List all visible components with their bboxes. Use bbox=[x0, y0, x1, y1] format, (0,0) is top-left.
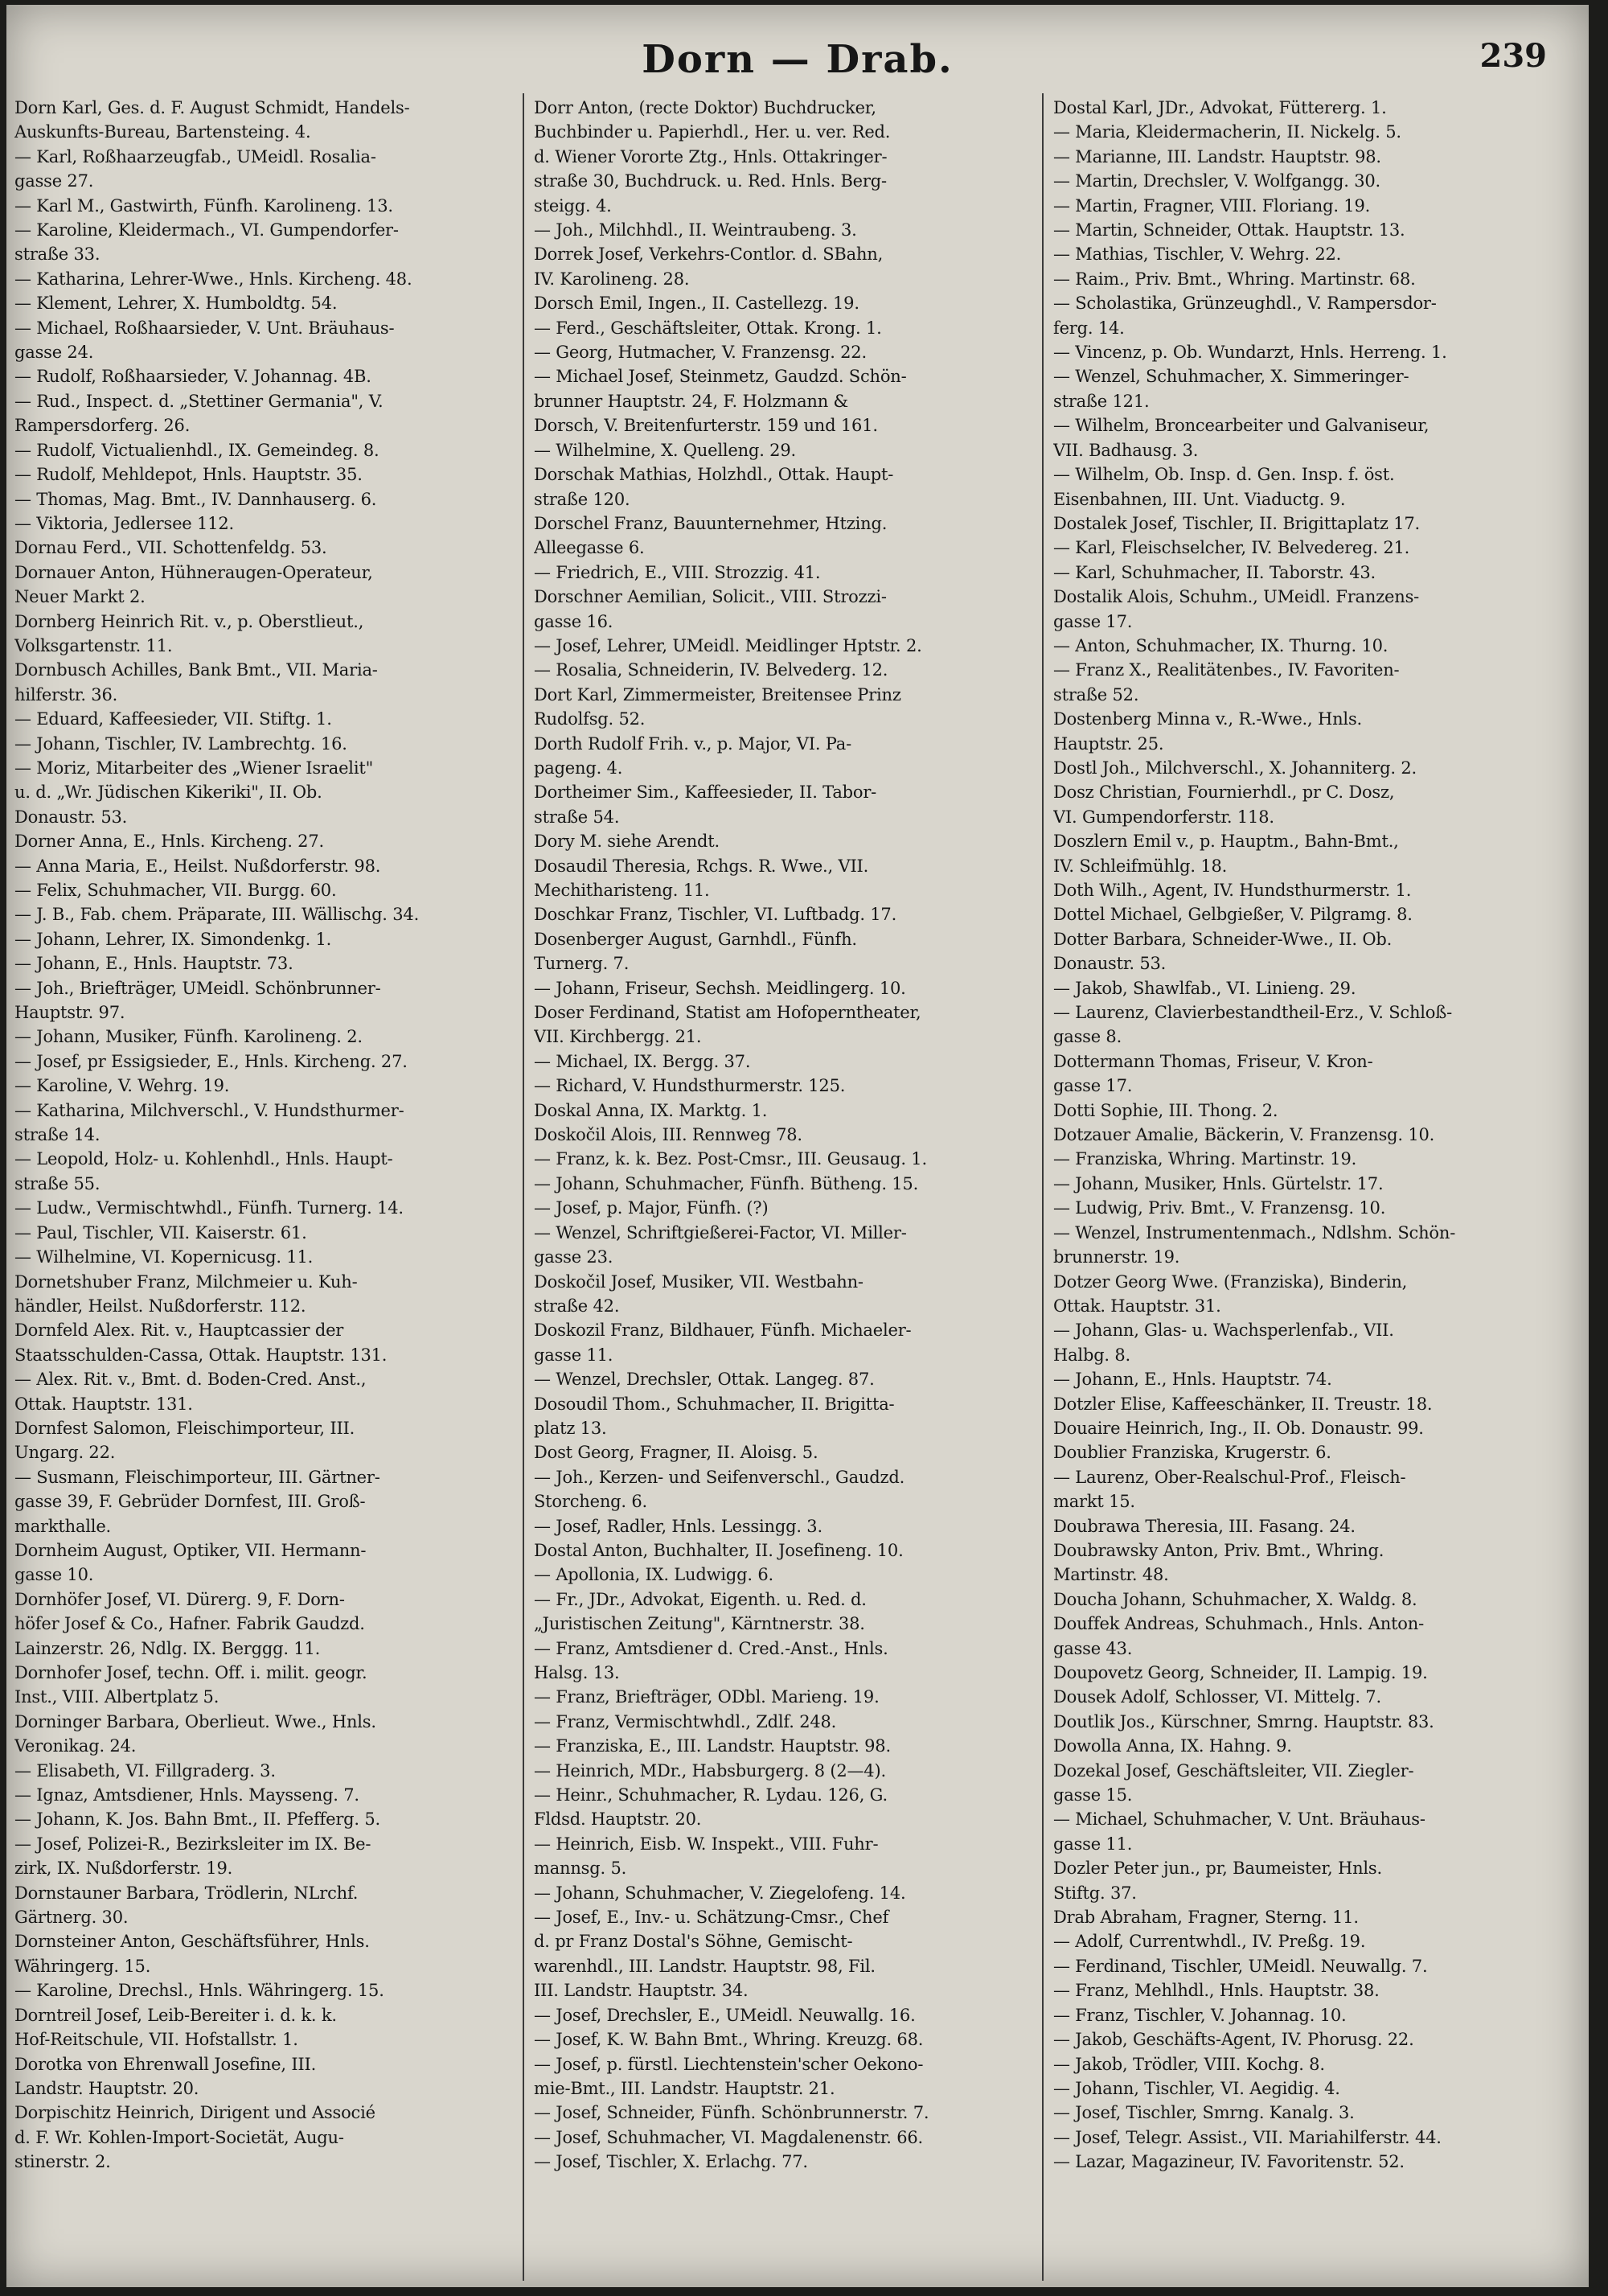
directory-entry-line: Hauptstr. 25. bbox=[1053, 733, 1164, 754]
directory-entry-line: Hof-Reitschule, VII. Hofstallstr. 1. bbox=[14, 2030, 298, 2050]
directory-entry-line: Dostalek Josef, Tischler, II. Brigittaplatz 17. bbox=[1053, 513, 1420, 533]
directory-entry-line: Dottel Michael, Gelbgießer, V. Pilgramg. 8. bbox=[1053, 905, 1413, 925]
directory-entry-line: Rudolfsg. 52. bbox=[534, 709, 646, 729]
directory-entry-line: Storcheng. 6. bbox=[534, 1492, 647, 1512]
directory-entry-line: — Laurenz, Clavierbestandtheil-Erz., V. Schloß- bbox=[1053, 1003, 1452, 1023]
directory-entry-line: — Heinrich, MDr., Habsburgerg. 8 (2—4). bbox=[534, 1760, 886, 1781]
directory-entry-line: — Josef, K. W. Bahn Bmt., Whring. Kreuzg. 68. bbox=[534, 2030, 924, 2050]
directory-entry-line: — Wenzel, Schriftgießerei-Factor, VI. Miller- bbox=[534, 1222, 907, 1242]
directory-entry-line: — Michael, Schuhmacher, V. Unt. Bräuhaus- bbox=[1053, 1809, 1425, 1830]
directory-entry-line: — Josef, Schneider, Fünfh. Schönbrunnerstr. 7. bbox=[534, 2103, 929, 2123]
directory-entry-line: — Josef, Schuhmacher, VI. Magdalenenstr. 66. bbox=[534, 2127, 924, 2147]
directory-entry-line: — Raim., Priv. Bmt., Whring. Martinstr. 68. bbox=[1053, 269, 1416, 289]
directory-entry-line: — Katharina, Milchverschl., V. Hundsthurmer- bbox=[14, 1100, 404, 1120]
directory-entry-line: — Johann, K. Jos. Bahn Bmt., II. Pfefferg. 5. bbox=[14, 1809, 381, 1830]
directory-entry-line: — Wenzel, Drechsler, Ottak. Langeg. 87. bbox=[534, 1370, 875, 1390]
directory-entry-line: händler, Heilst. Nußdorferstr. 112. bbox=[14, 1296, 306, 1316]
directory-entry-line: Gärtnerg. 30. bbox=[14, 1908, 129, 1928]
directory-entry-line: — Susmann, Fleischimporteur, III. Gärtner- bbox=[14, 1467, 380, 1487]
directory-entry-line: — Adolf, Currentwhdl., IV. Preßg. 19. bbox=[1053, 1932, 1366, 1952]
directory-entry-line: Ungarg. 22. bbox=[14, 1443, 116, 1463]
directory-entry-line: — Alex. Rit. v., Bmt. d. Boden-Cred. Anst., bbox=[14, 1370, 367, 1390]
directory-column-3 bbox=[1053, 96, 1553, 2275]
directory-entry-line: d. Wiener Vororte Ztg., Hnls. Ottakringer- bbox=[534, 146, 888, 166]
directory-entry-line: — Ludwig, Priv. Bmt., V. Franzensg. 10. bbox=[1053, 1198, 1386, 1218]
directory-entry-line: — Franz, Vermischtwhdl., Zdlf. 248. bbox=[534, 1711, 837, 1731]
directory-entry-line: Douffek Andreas, Schuhmach., Hnls. Anton- bbox=[1053, 1614, 1424, 1634]
directory-entry-line: „Juristischen Zeitung", Kärntnerstr. 38. bbox=[534, 1614, 865, 1634]
directory-entry-line: brunner Hauptstr. 24, F. Holzmann & bbox=[534, 391, 849, 411]
column-divider bbox=[523, 93, 524, 2281]
directory-entry-line: Staatsschulden-Cassa, Ottak. Hauptstr. 131. bbox=[14, 1345, 388, 1365]
directory-entry-line: Dornberg Heinrich Rit. v., p. Oberstlieut., bbox=[14, 611, 364, 631]
directory-entry-line: — Jakob, Geschäfts-Agent, IV. Phorusg. 22. bbox=[1053, 2030, 1414, 2050]
directory-entry-line: brunnerstr. 19. bbox=[1053, 1247, 1180, 1267]
directory-entry-line: VI. Gumpendorferstr. 118. bbox=[1053, 807, 1274, 827]
directory-entry-line: Mechitharisteng. 11. bbox=[534, 881, 710, 900]
directory-entry-line: — Karl, Roßhaarzeugfab., UMeidl. Rosalia- bbox=[14, 146, 376, 166]
directory-entry-line: mie-Bmt., III. Landstr. Hauptstr. 21. bbox=[534, 2078, 835, 2098]
directory-entry-line: Eisenbahnen, III. Unt. Viaductg. 9. bbox=[1053, 489, 1346, 509]
directory-entry-line: — Josef, Radler, Hnls. Lessingg. 3. bbox=[534, 1516, 822, 1536]
directory-entry-line: — Michael Josef, Steinmetz, Gaudzd. Schön- bbox=[534, 367, 907, 387]
directory-entry-line: Hauptstr. 97. bbox=[14, 1003, 125, 1023]
directory-entry-line: Doth Wilh., Agent, IV. Hundsthurmerstr. 1. bbox=[1053, 881, 1412, 900]
directory-column-1 bbox=[14, 96, 515, 2275]
directory-entry-line: — Johann, Glas- u. Wachsperlenfab., VII. bbox=[1053, 1321, 1394, 1341]
directory-entry-line: — Leopold, Holz- u. Kohlenhdl., Hnls. Haupt- bbox=[14, 1149, 393, 1169]
directory-entry-line: — Johann, Lehrer, IX. Simondenkg. 1. bbox=[14, 929, 332, 949]
directory-entry-line: — Franz, Amtsdiener d. Cred.-Anst., Hnls. bbox=[534, 1638, 888, 1658]
directory-entry-line: — Josef, Polizei-R., Bezirksleiter im IX. Be- bbox=[14, 1834, 371, 1854]
directory-entry-line: — Moriz, Mitarbeiter des „Wiener Israelit" bbox=[14, 758, 374, 778]
page-number: 239 bbox=[1479, 37, 1547, 75]
directory-entry-line: Dorschner Aemilian, Solicit., VIII. Strozzi- bbox=[534, 587, 887, 607]
directory-entry-line: — Felix, Schuhmacher, VII. Burgg. 60. bbox=[14, 881, 337, 900]
directory-entry-line: Dorner Anna, E., Hnls. Kircheng. 27. bbox=[14, 832, 324, 852]
directory-entry-line: — Apollonia, IX. Ludwigg. 6. bbox=[534, 1565, 773, 1585]
directory-entry-line: — Joh., Kerzen- und Seifenverschl., Gaudzd. bbox=[534, 1467, 905, 1487]
directory-entry-line: — Johann, E., Hnls. Hauptstr. 74. bbox=[1053, 1370, 1332, 1390]
directory-entry-line: Dory M. siehe Arendt. bbox=[534, 832, 720, 852]
directory-entry-line: — Karoline, Drechsl., Hnls. Währingerg. 15. bbox=[14, 1981, 384, 2001]
directory-entry-line: d. F. Wr. Kohlen-Import-Societät, Augu- bbox=[14, 2127, 344, 2147]
directory-entry-line: warenhdl., III. Landstr. Hauptstr. 98, Fil. bbox=[534, 1956, 876, 1976]
directory-entry-line: — Johann, Schuhmacher, Fünfh. Bütheng. 15. bbox=[534, 1173, 919, 1193]
directory-entry-line: Donaustr. 53. bbox=[1053, 954, 1167, 974]
directory-entry-line: Doskočil Josef, Musiker, VII. Westbahn- bbox=[534, 1271, 863, 1292]
directory-entry-line: Dornauer Anton, Hühneraugen-Operateur, bbox=[14, 562, 373, 582]
directory-entry-line: Dorrek Josef, Verkehrs-Contlor. d. SBahn, bbox=[534, 244, 884, 265]
directory-entry-line: gasse 23. bbox=[534, 1247, 613, 1267]
directory-entry-line: pageng. 4. bbox=[534, 758, 623, 778]
directory-entry-line: Dornstauner Barbara, Trödlerin, NLrchf. bbox=[14, 1883, 359, 1903]
directory-entry-line: Dozler Peter jun., pr, Baumeister, Hnls. bbox=[1053, 1859, 1382, 1879]
directory-entry-line: Dornhofer Josef, techn. Off. i. milit. geogr. bbox=[14, 1663, 367, 1682]
directory-entry-line: Halsg. 13. bbox=[534, 1663, 620, 1682]
directory-entry-line: — Laurenz, Ober-Realschul-Prof., Fleisch- bbox=[1053, 1467, 1406, 1487]
directory-entry-line: — Mathias, Tischler, V. Wehrg. 22. bbox=[1053, 244, 1342, 265]
directory-entry-line: Neuer Markt 2. bbox=[14, 587, 146, 607]
directory-entry-line: — Thomas, Mag. Bmt., IV. Dannhauserg. 6. bbox=[14, 489, 377, 509]
directory-entry-line: — Wilhelm, Broncearbeiter und Galvaniseur, bbox=[1053, 416, 1430, 436]
directory-entry-line: Doser Ferdinand, Statist am Hofoperntheater, bbox=[534, 1003, 921, 1023]
directory-entry-line: Doskozil Franz, Bildhauer, Fünfh. Michaeler- bbox=[534, 1321, 912, 1341]
directory-entry-line: straße 54. bbox=[534, 807, 620, 827]
directory-entry-line: Währingerg. 15. bbox=[14, 1956, 151, 1976]
directory-entry-line: Dotzauer Amalie, Bäckerin, V. Franzensg. 10. bbox=[1053, 1125, 1435, 1145]
directory-entry-line: — Rudolf, Mehldepot, Hnls. Hauptstr. 35. bbox=[14, 465, 363, 485]
directory-entry-line: — Elisabeth, VI. Fillgraderg. 3. bbox=[14, 1760, 276, 1781]
directory-entry-line: — Wenzel, Instrumentenmach., Ndlshm. Schön- bbox=[1053, 1222, 1456, 1242]
directory-entry-line: — Josef, Drechsler, E., UMeidl. Neuwallg. 16. bbox=[534, 2005, 916, 2025]
directory-entry-line: Dozekal Josef, Geschäftsleiter, VII. Ziegler- bbox=[1053, 1760, 1414, 1781]
directory-entry-line: Dorpischitz Heinrich, Dirigent und Associé bbox=[14, 2103, 375, 2123]
directory-entry-line: Drab Abraham, Fragner, Sterng. 11. bbox=[1053, 1908, 1359, 1928]
directory-entry-line: — Franz, k. k. Bez. Post-Cmsr., III. Geusaug. 1. bbox=[534, 1149, 927, 1169]
directory-entry-line: — Johann, Schuhmacher, V. Ziegelofeng. 14. bbox=[534, 1883, 906, 1903]
directory-entry-line: — Karoline, V. Wehrg. 19. bbox=[14, 1076, 230, 1096]
directory-entry-line: — Josef, p. fürstl. Liechtenstein'scher Oekono- bbox=[534, 2054, 924, 2074]
directory-entry-line: Dornfest Salomon, Fleischimporteur, III. bbox=[14, 1418, 355, 1438]
directory-entry-line: Dornau Ferd., VII. Schottenfeldg. 53. bbox=[14, 538, 327, 558]
directory-entry-line: — Anna Maria, E., Heilst. Nußdorferstr. 98. bbox=[14, 856, 381, 876]
directory-entry-line: hilferstr. 36. bbox=[14, 684, 118, 704]
directory-entry-line: Lainzerstr. 26, Ndlg. IX. Berggg. 11. bbox=[14, 1638, 321, 1658]
directory-entry-line: Dousek Adolf, Schlosser, VI. Mittelg. 7. bbox=[1053, 1687, 1381, 1707]
directory-entry-line: — Marianne, III. Landstr. Hauptstr. 98. bbox=[1053, 146, 1381, 166]
directory-entry-line: VII. Badhausg. 3. bbox=[1053, 440, 1199, 460]
directory-entry-line: — Joh., Milchhdl., II. Weintraubeng. 3. bbox=[534, 220, 857, 240]
directory-entry-line: — Josef, E., Inv.- u. Schätzung-Cmsr., Chef bbox=[534, 1908, 889, 1928]
directory-entry-line: Dort Karl, Zimmermeister, Breitensee Prinz bbox=[534, 684, 901, 704]
directory-entry-line: Dornheim August, Optiker, VII. Hermann- bbox=[14, 1540, 367, 1560]
directory-entry-line: Dosoudil Thom., Schuhmacher, II. Brigitta- bbox=[534, 1394, 895, 1414]
directory-entry-line: Doublier Franziska, Krugerstr. 6. bbox=[1053, 1443, 1331, 1463]
directory-entry-line: — Johann, Friseur, Sechsh. Meidlingerg. 10. bbox=[534, 978, 906, 998]
directory-entry-line: — Lazar, Magazineur, IV. Favoritenstr. 52. bbox=[1053, 2152, 1405, 2172]
directory-entry-line: Dosz Christian, Fournierhdl., pr C. Dosz, bbox=[1053, 782, 1395, 803]
directory-entry-line: — Johann, Musiker, Fünfh. Karolineng. 2. bbox=[14, 1027, 363, 1047]
directory-entry-line: Martinstr. 48. bbox=[1053, 1565, 1169, 1585]
directory-entry-line: — J. B., Fab. chem. Präparate, III. Wällischg. 34. bbox=[14, 905, 420, 925]
directory-entry-line: — Eduard, Kaffeesieder, VII. Stiftg. 1. bbox=[14, 709, 332, 729]
directory-entry-line: Donaustr. 53. bbox=[14, 807, 128, 827]
directory-entry-line: Doubrawa Theresia, III. Fasang. 24. bbox=[1053, 1516, 1356, 1536]
directory-entry-line: Dornfeld Alex. Rit. v., Hauptcassier der bbox=[14, 1321, 344, 1341]
directory-entry-line: Dosenberger August, Garnhdl., Fünfh. bbox=[534, 929, 857, 949]
directory-entry-line: straße 52. bbox=[1053, 684, 1139, 704]
directory-entry-line: gasse 17. bbox=[1053, 1076, 1133, 1096]
directory-entry-line: Dornsteiner Anton, Geschäftsführer, Hnls. bbox=[14, 1932, 370, 1952]
directory-entry-line: — Richard, V. Hundsthurmerstr. 125. bbox=[534, 1076, 846, 1096]
directory-entry-line: straße 120. bbox=[534, 489, 630, 509]
directory-entry-line: Dotter Barbara, Schneider-Wwe., II. Ob. bbox=[1053, 929, 1393, 949]
directory-entry-line: — Franz X., Realitätenbes., IV. Favoriten- bbox=[1053, 660, 1400, 680]
directory-entry-line: — Ferdinand, Tischler, UMeidl. Neuwallg. 7. bbox=[1053, 1956, 1428, 1976]
directory-entry-line: — Ignaz, Amtsdiener, Hnls. Maysseng. 7. bbox=[14, 1785, 359, 1805]
directory-entry-line: — Rudolf, Roßhaarsieder, V. Johannag. 4B. bbox=[14, 367, 371, 387]
directory-entry-line: — Johann, Tischler, VI. Aegidig. 4. bbox=[1053, 2078, 1340, 2098]
directory-entry-line: Dorsch, V. Breitenfurterstr. 159 und 161. bbox=[534, 416, 878, 436]
directory-entry-line: — Scholastika, Grünzeughdl., V. Rampersdor- bbox=[1053, 294, 1437, 314]
directory-entry-line: — Franz, Tischler, V. Johannag. 10. bbox=[1053, 2005, 1347, 2025]
directory-entry-line: gasse 10. bbox=[14, 1565, 94, 1585]
directory-entry-line: — Rudolf, Victualienhdl., IX. Gemeindeg. 8. bbox=[14, 440, 379, 460]
directory-entry-line: — Johann, Tischler, IV. Lambrechtg. 16. bbox=[14, 733, 347, 754]
directory-entry-line: d. pr Franz Dostal's Söhne, Gemischt- bbox=[534, 1932, 853, 1952]
directory-entry-line: — Franz, Briefträger, ODbl. Marieng. 19. bbox=[534, 1687, 880, 1707]
directory-entry-line: — Martin, Fragner, VIII. Floriang. 19. bbox=[1053, 195, 1371, 216]
page-header-title: Dorn — Drab. bbox=[642, 37, 954, 82]
directory-entry-line: Doutlik Jos., Kürschner, Smrng. Hauptstr. 83. bbox=[1053, 1711, 1434, 1731]
directory-entry-line: gasse 27. bbox=[14, 171, 94, 191]
directory-entry-line: Dostal Anton, Buchhalter, II. Josefineng. 10. bbox=[534, 1540, 904, 1560]
directory-entry-line: Dowolla Anna, IX. Hahng. 9. bbox=[1053, 1736, 1292, 1756]
directory-entry-line: — Klement, Lehrer, X. Humboldtg. 54. bbox=[14, 294, 338, 314]
directory-entry-line: Dorr Anton, (recte Doktor) Buchdrucker, bbox=[534, 98, 876, 117]
directory-entry-line: Dotzler Elise, Kaffeeschänker, II. Treustr. 18. bbox=[1053, 1394, 1433, 1414]
directory-entry-line: Alleegasse 6. bbox=[534, 538, 645, 558]
directory-entry-line: straße 55. bbox=[14, 1173, 100, 1193]
directory-entry-line: Volksgartenstr. 11. bbox=[14, 635, 173, 655]
directory-entry-line: — Georg, Hutmacher, V. Franzensg. 22. bbox=[534, 343, 867, 363]
directory-entry-line: — Friedrich, E., VIII. Strozzig. 41. bbox=[534, 562, 821, 582]
directory-entry-line: — Wilhelmine, VI. Kopernicusg. 11. bbox=[14, 1247, 314, 1267]
directory-entry-line: — Johann, E., Hnls. Hauptstr. 73. bbox=[14, 954, 293, 974]
directory-entry-line: — Heinrich, Eisb. W. Inspekt., VIII. Fuhr- bbox=[534, 1834, 879, 1854]
directory-entry-line: gasse 43. bbox=[1053, 1638, 1133, 1658]
directory-entry-line: Douaire Heinrich, Ing., II. Ob. Donaustr. 99. bbox=[1053, 1418, 1424, 1438]
directory-entry-line: Doupovetz Georg, Schneider, II. Lampig. 19. bbox=[1053, 1663, 1428, 1682]
directory-entry-line: Dost Georg, Fragner, II. Aloisg. 5. bbox=[534, 1443, 818, 1463]
directory-entry-line: — Heinr., Schuhmacher, R. Lydau. 126, G. bbox=[534, 1785, 888, 1805]
directory-entry-line: Turnerg. 7. bbox=[534, 954, 630, 974]
directory-entry-line: zirk, IX. Nußdorferstr. 19. bbox=[14, 1859, 233, 1879]
directory-entry-line: — Katharina, Lehrer-Wwe., Hnls. Kircheng. 48. bbox=[14, 269, 412, 289]
directory-entry-line: — Johann, Musiker, Hnls. Gürtelstr. 17. bbox=[1053, 1173, 1384, 1193]
directory-entry-line: Buchbinder u. Papierhdl., Her. u. ver. Red. bbox=[534, 122, 891, 142]
directory-entry-line: platz 13. bbox=[534, 1418, 607, 1438]
directory-entry-line: — Vincenz, p. Ob. Wundarzt, Hnls. Herreng. 1. bbox=[1053, 343, 1447, 363]
directory-entry-line: — Michael, Roßhaarsieder, V. Unt. Bräuhaus- bbox=[14, 318, 395, 338]
directory-entry-line: Dostalik Alois, Schuhm., UMeidl. Franzens- bbox=[1053, 587, 1420, 607]
directory-entry-line: — Karl M., Gastwirth, Fünfh. Karolineng. 13. bbox=[14, 195, 393, 216]
directory-entry-line: u. d. „Wr. Jüdischen Kikeriki", II. Ob. bbox=[14, 782, 322, 803]
directory-entry-line: Stiftg. 37. bbox=[1053, 1883, 1137, 1903]
directory-entry-line: — Michael, IX. Bergg. 37. bbox=[534, 1051, 751, 1071]
directory-entry-line: — Maria, Kleidermacherin, II. Nickelg. 5. bbox=[1053, 122, 1401, 142]
directory-entry-line: — Viktoria, Jedlersee 112. bbox=[14, 513, 234, 533]
directory-entry-line: Ottak. Hauptstr. 31. bbox=[1053, 1296, 1221, 1316]
directory-entry-line: Dorn Karl, Ges. d. F. August Schmidt, Handels- bbox=[14, 98, 410, 117]
directory-entry-line: Doucha Johann, Schuhmacher, X. Waldg. 8. bbox=[1053, 1589, 1417, 1609]
directory-entry-line: Dostal Karl, JDr., Advokat, Füttererg. 1. bbox=[1053, 98, 1387, 117]
directory-entry-line: gasse 39, F. Gebrüder Dornfest, III. Groß- bbox=[14, 1492, 366, 1512]
directory-entry-line: markt 15. bbox=[1053, 1492, 1135, 1512]
directory-entry-line: Dortheimer Sim., Kaffeesieder, II. Tabor- bbox=[534, 782, 877, 803]
directory-entry-line: Fldsd. Hauptstr. 20. bbox=[534, 1809, 702, 1830]
directory-entry-line: Ottak. Hauptstr. 131. bbox=[14, 1394, 193, 1414]
directory-entry-line: Doschkar Franz, Tischler, VI. Luftbadg. 17. bbox=[534, 905, 897, 925]
directory-entry-line: Doszlern Emil v., p. Hauptm., Bahn-Bmt., bbox=[1053, 832, 1399, 852]
directory-entry-line: Dorninger Barbara, Oberlieut. Wwe., Hnls. bbox=[14, 1711, 376, 1731]
directory-entry-line: Doskal Anna, IX. Marktg. 1. bbox=[534, 1100, 768, 1120]
directory-entry-line: — Wilhelmine, X. Quelleng. 29. bbox=[534, 440, 796, 460]
directory-entry-line: — Karl, Fleischselcher, IV. Belvedereg. 21. bbox=[1053, 538, 1410, 558]
directory-entry-line: Auskunfts-Bureau, Bartensteing. 4. bbox=[14, 122, 311, 142]
directory-entry-line: Veronikag. 24. bbox=[14, 1736, 137, 1756]
directory-entry-line: Dorschel Franz, Bauunternehmer, Htzing. bbox=[534, 513, 888, 533]
directory-entry-line: Dornhöfer Josef, VI. Dürerg. 9, F. Dorn- bbox=[14, 1589, 345, 1609]
directory-entry-line: Dosaudil Theresia, Rchgs. R. Wwe., VII. bbox=[534, 856, 869, 876]
directory-entry-line: Dostl Joh., Milchverschl., X. Johanniterg. 2. bbox=[1053, 758, 1417, 778]
directory-entry-line: Dostenberg Minna v., R.-Wwe., Hnls. bbox=[1053, 709, 1362, 729]
directory-entry-line: — Joh., Briefträger, UMeidl. Schönbrunner- bbox=[14, 978, 381, 998]
directory-entry-line: gasse 8. bbox=[1053, 1027, 1122, 1047]
directory-entry-line: Dornetshuber Franz, Milchmeier u. Kuh- bbox=[14, 1271, 358, 1292]
directory-entry-line: Dorntreil Josef, Leib-Bereiter i. d. k. k. bbox=[14, 2005, 337, 2025]
directory-entry-line: höfer Josef & Co., Hafner. Fabrik Gaudzd. bbox=[14, 1614, 365, 1634]
directory-entry-line: IV. Karolineng. 28. bbox=[534, 269, 690, 289]
directory-entry-line: Dorth Rudolf Frih. v., p. Major, VI. Pa- bbox=[534, 733, 852, 754]
directory-entry-line: — Josef, p. Major, Fünfh. (?) bbox=[534, 1198, 769, 1218]
directory-entry-line: — Josef, Lehrer, UMeidl. Meidlinger Hptstr. 2. bbox=[534, 635, 922, 655]
directory-entry-line: Dottermann Thomas, Friseur, V. Kron- bbox=[1053, 1051, 1373, 1071]
directory-entry-line: stinerstr. 2. bbox=[14, 2152, 111, 2172]
directory-entry-line: — Paul, Tischler, VII. Kaiserstr. 61. bbox=[14, 1222, 307, 1242]
directory-entry-line: — Josef, Tischler, Smrng. Kanalg. 3. bbox=[1053, 2103, 1355, 2123]
directory-entry-line: — Franziska, E., III. Landstr. Hauptstr. 98. bbox=[534, 1736, 891, 1756]
directory-entry-line: — Rosalia, Schneiderin, IV. Belvederg. 12. bbox=[534, 660, 888, 680]
directory-entry-line: straße 14. bbox=[14, 1125, 100, 1145]
directory-entry-line: Rampersdorferg. 26. bbox=[14, 416, 191, 436]
directory-entry-line: — Karoline, Kleidermach., VI. Gumpendorfer- bbox=[14, 220, 399, 240]
directory-entry-line: Doskočil Alois, III. Rennweg 78. bbox=[534, 1125, 802, 1145]
directory-entry-line: gasse 16. bbox=[534, 611, 613, 631]
directory-entry-line: ferg. 14. bbox=[1053, 318, 1125, 338]
directory-entry-line: — Franz, Mehlhdl., Hnls. Hauptstr. 38. bbox=[1053, 1981, 1380, 2001]
directory-entry-line: — Ludw., Vermischtwhdl., Fünfh. Turnerg. 14. bbox=[14, 1198, 404, 1218]
directory-entry-line: — Ferd., Geschäftsleiter, Ottak. Krong. 1. bbox=[534, 318, 882, 338]
directory-entry-line: Dotzer Georg Wwe. (Franziska), Binderin, bbox=[1053, 1271, 1408, 1292]
directory-entry-line: straße 33. bbox=[14, 244, 100, 265]
directory-entry-line: — Jakob, Shawlfab., VI. Linieng. 29. bbox=[1053, 978, 1356, 998]
directory-entry-line: mannsg. 5. bbox=[534, 1859, 627, 1879]
directory-entry-line: straße 121. bbox=[1053, 391, 1150, 411]
directory-entry-line: gasse 11. bbox=[1053, 1834, 1133, 1854]
directory-entry-line: — Fr., JDr., Advokat, Eigenth. u. Red. d. bbox=[534, 1589, 867, 1609]
directory-entry-line: markthalle. bbox=[14, 1516, 112, 1536]
directory-entry-line: steigg. 4. bbox=[534, 195, 612, 216]
directory-entry-line: IV. Schleifmühlg. 18. bbox=[1053, 856, 1228, 876]
directory-entry-line: straße 30, Buchdruck. u. Red. Hnls. Berg- bbox=[534, 171, 887, 191]
directory-entry-line: — Rud., Inspect. d. „Stettiner Germania", V. bbox=[14, 391, 384, 411]
directory-entry-line: Dotti Sophie, III. Thong. 2. bbox=[1053, 1100, 1278, 1120]
directory-entry-line: Inst., VIII. Albertplatz 5. bbox=[14, 1687, 219, 1707]
directory-entry-line: — Martin, Drechsler, V. Wolfgangg. 30. bbox=[1053, 171, 1381, 191]
directory-entry-line: Dorschak Mathias, Holzhdl., Ottak. Haupt- bbox=[534, 465, 894, 485]
directory-entry-line: — Martin, Schneider, Ottak. Hauptstr. 13. bbox=[1053, 220, 1405, 240]
directory-entry-line: — Franziska, Whring. Martinstr. 19. bbox=[1053, 1149, 1357, 1169]
directory-entry-line: — Anton, Schuhmacher, IX. Thurng. 10. bbox=[1053, 635, 1389, 655]
directory-page bbox=[6, 5, 1589, 2287]
directory-entry-line: straße 42. bbox=[534, 1296, 620, 1316]
directory-entry-line: — Jakob, Trödler, VIII. Kochg. 8. bbox=[1053, 2054, 1325, 2074]
directory-entry-line: — Josef, Tischler, X. Erlachg. 77. bbox=[534, 2152, 808, 2172]
column-divider bbox=[1042, 93, 1044, 2281]
directory-column-2 bbox=[534, 96, 1034, 2275]
directory-entry-line: — Wilhelm, Ob. Insp. d. Gen. Insp. f. öst. bbox=[1053, 465, 1395, 485]
directory-entry-line: — Josef, Telegr. Assist., VII. Mariahilferstr. 44. bbox=[1053, 2127, 1442, 2147]
directory-entry-line: Dorsch Emil, Ingen., II. Castellezg. 19. bbox=[534, 294, 859, 314]
directory-entry-line: VII. Kirchbergg. 21. bbox=[534, 1027, 702, 1047]
directory-entry-line: — Karl, Schuhmacher, II. Taborstr. 43. bbox=[1053, 562, 1376, 582]
directory-entry-line: gasse 24. bbox=[14, 343, 94, 363]
directory-entry-line: Doubrawsky Anton, Priv. Bmt., Whring. bbox=[1053, 1540, 1384, 1560]
directory-entry-line: gasse 11. bbox=[534, 1345, 613, 1365]
directory-entry-line: Halbg. 8. bbox=[1053, 1345, 1131, 1365]
directory-entry-line: Dorotka von Ehrenwall Josefine, III. bbox=[14, 2054, 317, 2074]
directory-entry-line: — Wenzel, Schuhmacher, X. Simmeringer- bbox=[1053, 367, 1409, 387]
directory-entry-line: gasse 17. bbox=[1053, 611, 1133, 631]
directory-entry-line: Landstr. Hauptstr. 20. bbox=[14, 2078, 199, 2098]
directory-entry-line: Dornbusch Achilles, Bank Bmt., VII. Maria- bbox=[14, 660, 378, 680]
directory-entry-line: — Josef, pr Essigsieder, E., Hnls. Kircheng. 27. bbox=[14, 1051, 408, 1071]
directory-entry-line: gasse 15. bbox=[1053, 1785, 1133, 1805]
directory-entry-line: III. Landstr. Hauptstr. 34. bbox=[534, 1981, 749, 2001]
